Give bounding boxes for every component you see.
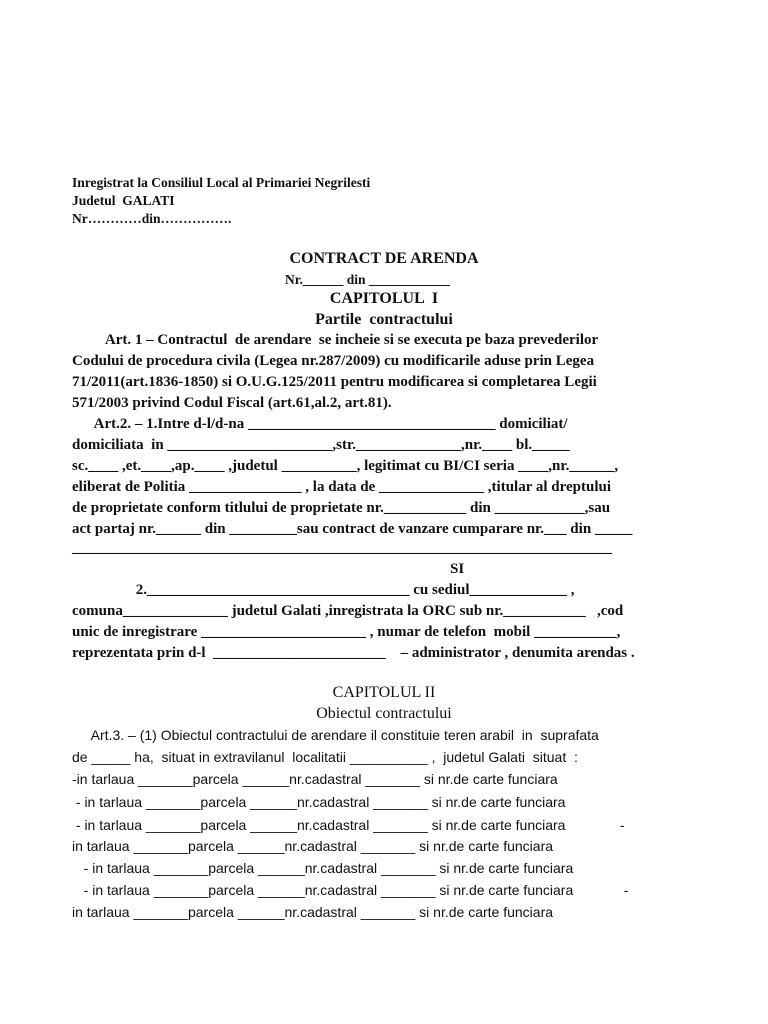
art2-line-6: act partaj nr.______ din _________sau contract de vanzare cumparare nr.___ din _____ [72, 521, 633, 537]
registration-line-3: Nr…………din……………. [72, 211, 232, 226]
art2-line-4: eliberat de Politia _______________ , la data de ______________ ,titular al dreptului [72, 479, 612, 495]
chapter-2-heading: CAPITOLUL II [332, 684, 436, 701]
art3-line-6: in tarlaua _______parcela ______nr.cadastral _______ si nr.de carte funciara [72, 838, 554, 854]
art3-line-3: -in tarlaua _______parcela ______nr.cadastral _______ si nr.de carte funciara [72, 771, 558, 787]
chapter-1-heading: CAPITOLUL I [329, 290, 439, 307]
art2-line-1: Art.2. – 1.Intre d-l/d-na _________________________________ domiciliat/ [72, 416, 568, 432]
art3-line-1: Art.3. – (1) Obiectul contractului de arendare il constituie teren arabil in suprafata [72, 727, 599, 743]
party2-line-2: comuna______________ judetul Galati ,inregistrata la ORC sub nr.___________ ,cod [72, 603, 624, 619]
art3-line-7: - in tarlaua _______parcela ______nr.cadastral _______ si nr.de carte funciara [72, 860, 574, 876]
art2-line-2: domiciliata in ______________________,str.______________,nr.____ bl._____ [72, 437, 570, 453]
art2-line-5: de proprietate conform titlului de proprietate nr.___________ din ____________,sau [72, 500, 611, 516]
art2-line-3: sc.____ ,et.____,ap.____ ,judetul __________, legitimat cu BI/CI seria ____,nr.______, [72, 458, 619, 474]
contract-number: Nr.______ din ____________ [285, 272, 450, 287]
chapter-2-subtitle: Obiectul contractului [316, 705, 452, 722]
chapter-1-subtitle: Partile contractului [315, 311, 453, 328]
art3-line-4: - in tarlaua _______parcela ______nr.cadastral _______ si nr.de carte funciara [72, 794, 566, 810]
registration-line-2: Judetul GALATI [72, 193, 175, 208]
registration-line-1: Inregistrat la Consiliul Local al Primariei Negrilesti [72, 175, 371, 190]
party2-line-3: unic de inregistrare ______________________ , numar de telefon mobil ___________, [72, 624, 621, 640]
art3-line-5: - in tarlaua _______parcela ______nr.cadastral _______ si nr.de carte funciara - [72, 817, 625, 833]
art1-line-1: Art. 1 – Contractul de arendare se incheie si se executa pe baza prevederilor [72, 332, 599, 348]
party2-line-1: 2.___________________________________ cu sediul_____________ , [72, 582, 575, 598]
si-separator: SI [450, 561, 465, 577]
art3-line-9: in tarlaua _______parcela ______nr.cadastral _______ si nr.de carte funciara [72, 904, 554, 920]
party2-line-4: reprezentata prin d-l _______________________ – administrator , denumita arendas . [72, 645, 635, 661]
art3-line-2: de _____ ha, situat in extravilanul localitatii __________ , judetul Galati situat : [72, 749, 578, 765]
contract-title: CONTRACT DE ARENDA [289, 250, 479, 267]
art1-line-4: 571/2003 privind Codul Fiscal (art.61,al.2, art.81). [72, 395, 392, 411]
art2-line-7: ________________________________________________________________________ [72, 540, 612, 556]
art3-line-8: - in tarlaua _______parcela ______nr.cadastral _______ si nr.de carte funciara - [72, 882, 629, 898]
art1-line-3: 71/2011(art.1836-1850) si O.U.G.125/2011 pentru modificarea si completarea Legii [72, 374, 597, 390]
art1-line-2: Codului de procedura civila (Legea nr.287/2009) cu modificarile aduse prin Legea [72, 353, 595, 369]
